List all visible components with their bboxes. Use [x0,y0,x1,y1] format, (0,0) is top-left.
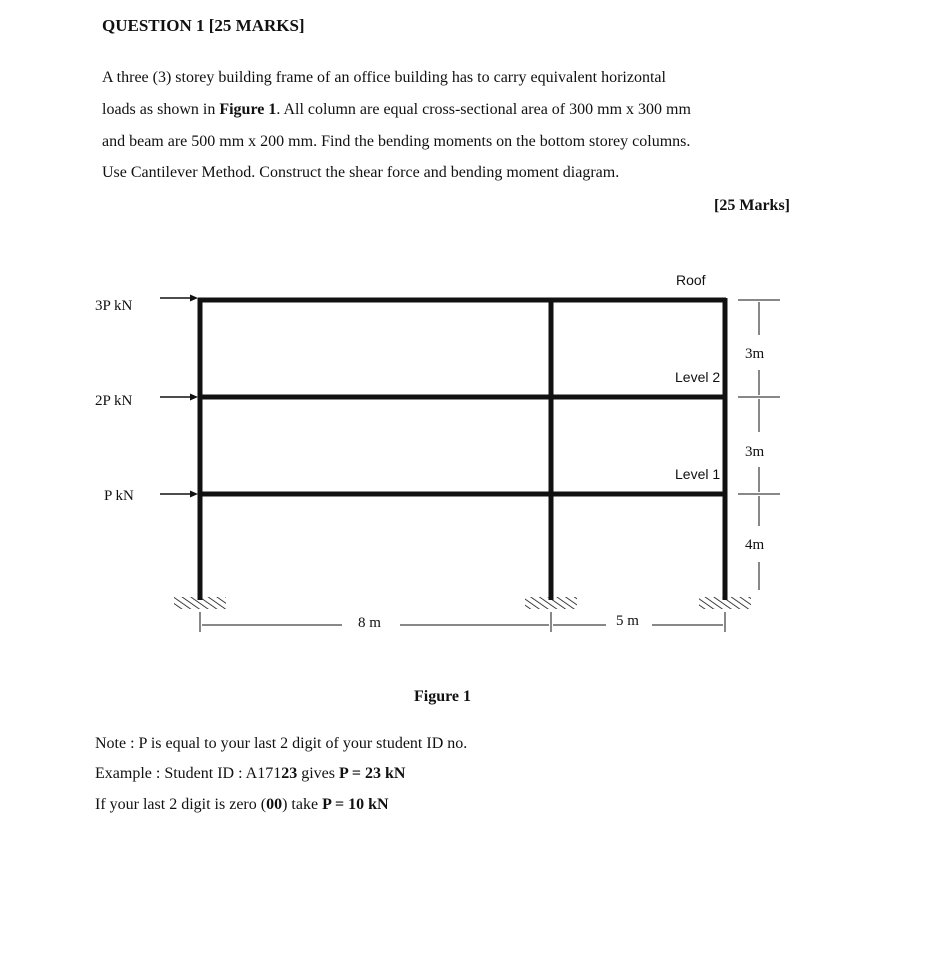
question-heading: QUESTION 1 [25 MARKS] [102,16,305,35]
load-arrow-level-1 [160,491,198,498]
figure-caption: Figure 1 [414,688,472,705]
note-line-3: If your last 2 digit is zero (00) take P = 10 kN [95,796,389,813]
question-text-line-2: loads as shown in Figure 1. All column are equal cross-sectional area of 300 mm x 300 mm [102,101,691,118]
span-label-5m: 5 m [616,613,639,629]
marks-label: [25 Marks] [714,197,790,214]
height-label-storey-3: 3m [745,346,765,362]
note-line-1: Note : P is equal to your last 2 digit of your student ID no. [95,735,468,752]
level-label-level-1: Level 1 [675,466,721,482]
fixed-support-middle [525,597,577,609]
question-text-line-1: A three (3) storey building frame of an office building has to carry equivalent horizontal [102,69,666,86]
level-label-level-2: Level 2 [675,369,721,385]
beams [198,300,726,494]
height-label-storey-1: 4m [745,537,765,553]
level-label-roof: Roof [676,272,706,288]
columns [200,298,725,600]
question-text-line-3: and beam are 500 mm x 200 mm. Find the bending moments on the bottom storey columns. [102,133,691,150]
load-arrow-level-2 [160,394,198,401]
note-line-2: Example : Student ID : A17123 gives P = 23 kN [95,765,406,782]
load-label-roof: 3P kN [95,298,133,314]
fixed-support-right [699,597,751,609]
span-dimension-line [200,612,725,632]
fixed-support-left [174,597,226,609]
load-arrow-roof [160,295,198,302]
span-label-8m: 8 m [358,615,381,631]
question-text-line-4: Use Cantilever Method. Construct the shear force and bending moment diagram. [102,164,620,181]
height-label-storey-2: 3m [745,444,765,460]
load-label-level-2: 2P kN [95,393,133,409]
figure-reference: Figure 1 [219,101,277,118]
load-label-level-1: P kN [104,488,134,504]
